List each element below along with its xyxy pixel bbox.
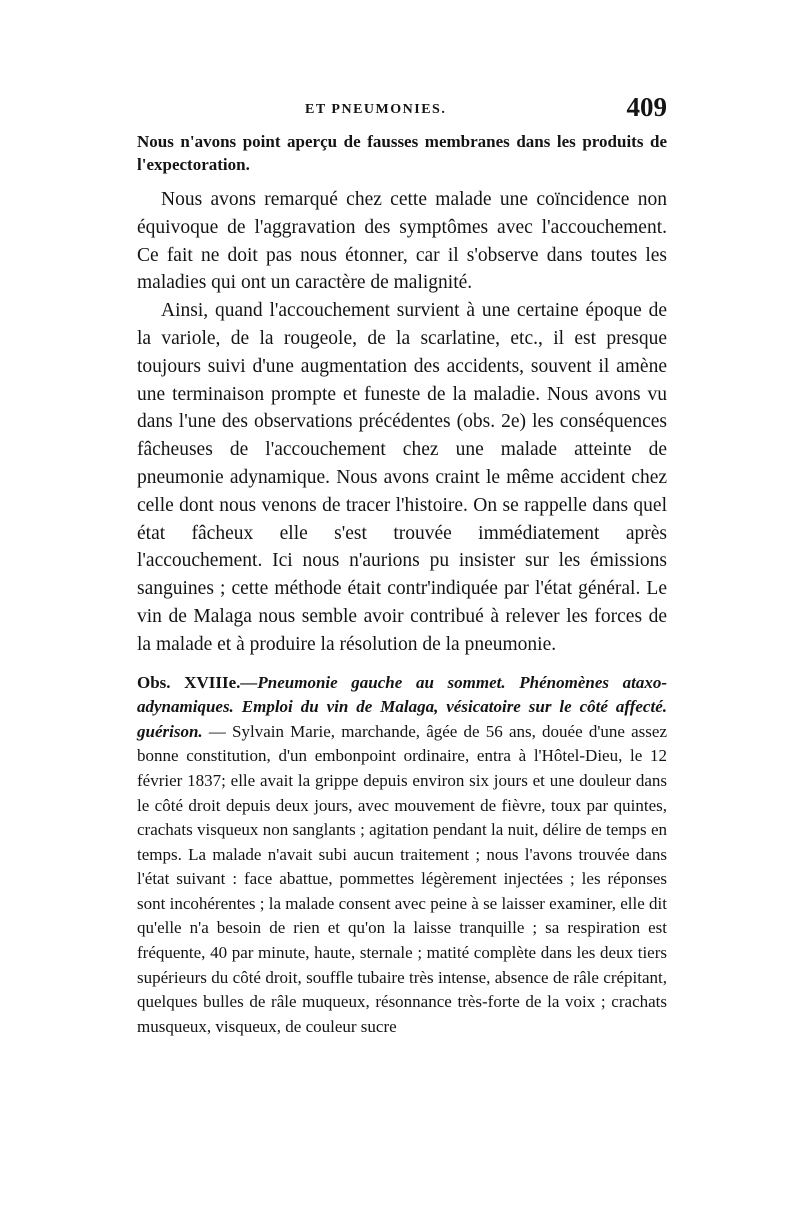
paragraph-accouchement: Ainsi, quand l'accouchement survient à une certaine époque de la variole, de la rougeole, de la scarlatine, etc., il est presque toujours suivi d'une augmentation des accidents, souvent il amène une terminaison prompte et funeste de la maladie. Nous avons vu dans l'une des observations précédentes (obs. 2e) les conséquences fâcheuses de l'accouchement chez une malade atteinte de pneumonie adynamique. Nous avons craint le même accident chez celle dont nous venons de tracer l'histoire. On se rappelle dans quel état fâcheux elle s'est trouvée immédiatement après l'accouchement. Ici nous n'aurions pu insister sur les émissions sanguines ; cette méthode était contr'indiquée par l'état général. Le vin de Malaga nous semble avoir contribué à relever les forces de la malade et à produire la résolution de la pneumonie. — [137, 300, 667, 655]
paragraph-coincidence: Nous avons remarqué chez cette malade une coïncidence non équivoque de l'aggravation des symptômes avec l'accouchement. Ce fait ne doit pas nous étonner, car il s'observe dans toutes les maladies qui ont un caractère de malignité. — [137, 189, 667, 294]
observation-title: —Pneumonie gauche au sommet. Phénomènes ataxo-adynamiques. Emploi du vin de Malaga, vésicatoire sur le côté affecté. guérison. — [137, 672, 667, 741]
observation-entry — [137, 671, 667, 1040]
paragraph-expectoration: Nous n'avons point aperçu de fausses membranes dans les produits de l'expectoration. — [137, 132, 667, 174]
running-title: ET PNEUMONIES. — [305, 102, 447, 117]
page-number: 409 — [626, 92, 667, 122]
observation-label: Obs. XVIIIe. — [137, 672, 241, 692]
observation-body: — Sylvain Marie, marchande, âgée de 56 ans, douée d'une assez bonne constitution, d'un embonpoint ordinaire, entra à l'Hôtel-Dieu, le 12 février 1837; elle avait la grippe depuis environ six jours et une douleur dans le côté droit depuis deux jours, avec mouvement de fièvre, toux par quintes, crachats visqueux non sanglants ; agitation pendant la nuit, délire de temps en temps. La malade n'avait subi aucun traitement ; nous l'avons trouvée dans l'état suivant : face abattue, pommettes légèrement injectées ; les réponses sont incohérentes ; la malade consent avec peine à se laisser examiner, elle dit qu'elle n'a besoin de rien et qu'on la laisse tranquille ; sa respiration est fréquente, 40 par minute, haute, sternale ; matité complète dans les deux tiers supérieurs du côté droit, souffle tubaire très intense, absence de râle crépitant, quelques bulles de râle muqueux, résonnance très-forte de la voix ; crachats musqueux, visqueux, de couleur sucre — [137, 721, 667, 1036]
page-body — [137, 130, 667, 1039]
running-head — [137, 92, 667, 126]
